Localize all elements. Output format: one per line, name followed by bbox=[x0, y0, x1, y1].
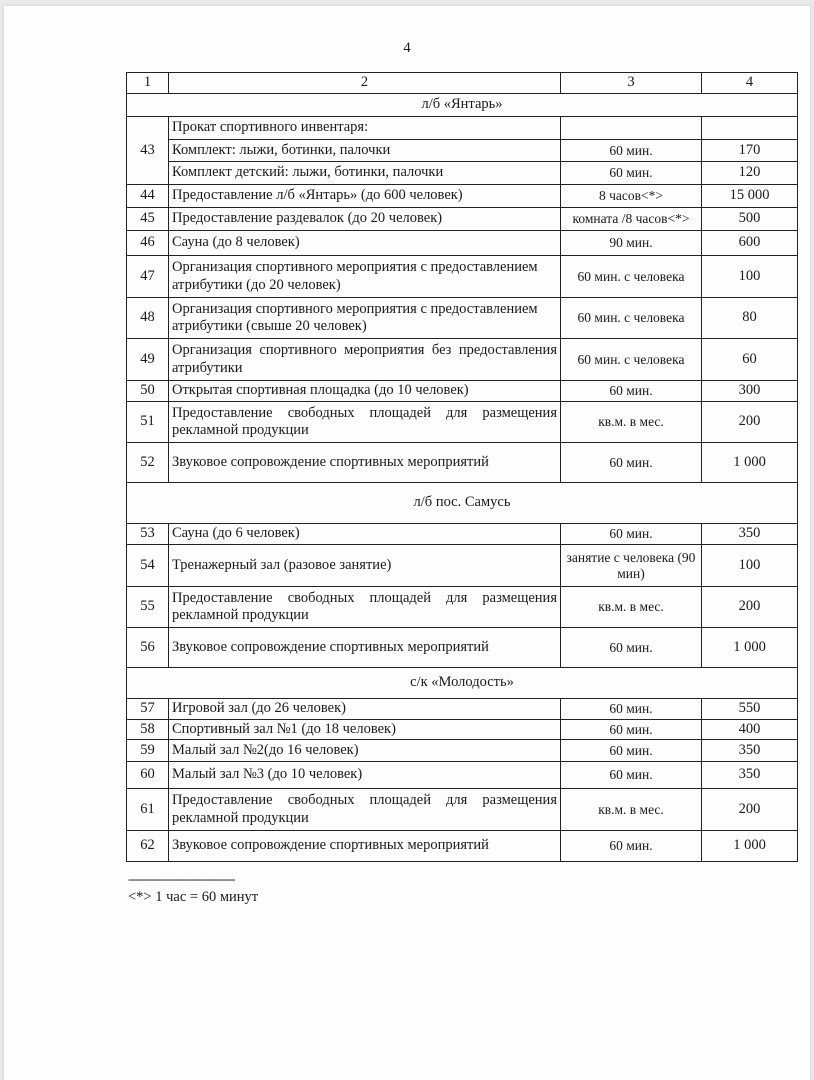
service-price: 120 bbox=[702, 162, 798, 185]
table-row bbox=[127, 256, 798, 298]
table-row bbox=[127, 208, 798, 231]
table-row bbox=[127, 162, 798, 185]
service-price: 1 000 bbox=[702, 443, 798, 483]
service-unit: 60 мин. bbox=[561, 162, 702, 185]
service-price: 80 bbox=[702, 298, 798, 339]
service-price bbox=[702, 117, 798, 140]
service-name: Игровой зал (до 26 человек) bbox=[169, 699, 561, 720]
service-name: Предоставление свободных площадей для размещения рекламной продукции bbox=[169, 402, 561, 443]
table-row bbox=[127, 789, 798, 831]
service-name: Тренажерный зал (разовое занятие) bbox=[169, 545, 561, 587]
row-number: 52 bbox=[127, 443, 169, 483]
service-unit: 60 мин. bbox=[561, 524, 702, 545]
table-row bbox=[127, 443, 798, 483]
service-name: Предоставление раздевалок (до 20 человек) bbox=[169, 208, 561, 231]
service-name: Звуковое сопровождение спортивных мероприятий bbox=[169, 831, 561, 862]
row-number: 61 bbox=[127, 789, 169, 831]
row-number: 47 bbox=[127, 256, 169, 298]
table-header-row bbox=[127, 73, 798, 94]
service-name: Сауна (до 8 человек) bbox=[169, 231, 561, 256]
row-number: 58 bbox=[127, 720, 169, 740]
service-unit: комната /8 часов<*> bbox=[561, 208, 702, 231]
row-number: 46 bbox=[127, 231, 169, 256]
service-name: Прокат спортивного инвентаря: bbox=[169, 117, 561, 140]
service-unit: 60 мин. bbox=[561, 740, 702, 762]
service-name: Предоставление свободных площадей для размещения рекламной продукции bbox=[169, 789, 561, 831]
service-name: Организация спортивного мероприятия с предоставлением атрибутики (до 20 человек) bbox=[169, 256, 561, 298]
row-number: 48 bbox=[127, 298, 169, 339]
table-row bbox=[127, 140, 798, 162]
service-unit: 8 часов<*> bbox=[561, 185, 702, 208]
service-unit: 60 мин. с человека bbox=[561, 256, 702, 298]
service-price: 350 bbox=[702, 524, 798, 545]
row-number: 51 bbox=[127, 402, 169, 443]
service-name: Организация спортивного мероприятия без предоставления атрибутики bbox=[169, 339, 561, 381]
table-row bbox=[127, 298, 798, 339]
row-number: 54 bbox=[127, 545, 169, 587]
section-title: л/б «Янтарь» bbox=[127, 94, 798, 117]
service-unit: 60 мин. bbox=[561, 831, 702, 862]
service-name: Спортивный зал №1 (до 18 человек) bbox=[169, 720, 561, 740]
footnote-separator: -------------------------------- bbox=[128, 871, 235, 886]
service-unit: кв.м. в мес. bbox=[561, 587, 702, 628]
table-row bbox=[127, 231, 798, 256]
section-title: с/к «Молодость» bbox=[127, 668, 798, 699]
service-unit: 60 мин. bbox=[561, 762, 702, 789]
service-price: 350 bbox=[702, 762, 798, 789]
service-unit: 60 мин. с человека bbox=[561, 339, 702, 381]
service-name: Малый зал №3 (до 10 человек) bbox=[169, 762, 561, 789]
row-number: 60 bbox=[127, 762, 169, 789]
service-unit: 60 мин. с человека bbox=[561, 298, 702, 339]
row-number: 49 bbox=[127, 339, 169, 381]
service-unit bbox=[561, 117, 702, 140]
service-price: 1 000 bbox=[702, 628, 798, 668]
service-price: 170 bbox=[702, 140, 798, 162]
table-row bbox=[127, 699, 798, 720]
row-number: 50 bbox=[127, 381, 169, 402]
column-header: 2 bbox=[169, 73, 561, 94]
service-name: Звуковое сопровождение спортивных мероприятий bbox=[169, 443, 561, 483]
footnote-text: <*> 1 час = 60 минут bbox=[128, 889, 259, 905]
row-number: 53 bbox=[127, 524, 169, 545]
service-price: 100 bbox=[702, 256, 798, 298]
service-name: Малый зал №2(до 16 человек) bbox=[169, 740, 561, 762]
row-number: 59 bbox=[127, 740, 169, 762]
column-header: 1 bbox=[127, 73, 169, 94]
table-row bbox=[127, 831, 798, 862]
row-number: 56 bbox=[127, 628, 169, 668]
service-price: 500 bbox=[702, 208, 798, 231]
table-row bbox=[127, 524, 798, 545]
table-row bbox=[127, 587, 798, 628]
service-name: Комплект детский: лыжи, ботинки, палочки bbox=[169, 162, 561, 185]
table-row bbox=[127, 402, 798, 443]
service-price: 15 000 bbox=[702, 185, 798, 208]
service-price: 350 bbox=[702, 740, 798, 762]
section-row bbox=[127, 668, 798, 699]
table-row bbox=[127, 762, 798, 789]
table-row bbox=[127, 339, 798, 381]
service-price: 600 bbox=[702, 231, 798, 256]
section-title: л/б пос. Самусь bbox=[127, 483, 798, 524]
table-row bbox=[127, 740, 798, 762]
document-page bbox=[4, 6, 810, 1080]
price-table bbox=[126, 72, 798, 862]
service-unit: 60 мин. bbox=[561, 140, 702, 162]
row-number: 43 bbox=[127, 117, 169, 185]
service-unit: кв.м. в мес. bbox=[561, 789, 702, 831]
row-number: 55 bbox=[127, 587, 169, 628]
row-number: 62 bbox=[127, 831, 169, 862]
service-price: 200 bbox=[702, 587, 798, 628]
service-price: 60 bbox=[702, 339, 798, 381]
service-unit: 60 мин. bbox=[561, 381, 702, 402]
service-name: Предоставление л/б «Янтарь» (до 600 человек) bbox=[169, 185, 561, 208]
column-header: 4 bbox=[702, 73, 798, 94]
service-unit: 60 мин. bbox=[561, 443, 702, 483]
service-name: Предоставление свободных площадей для размещения рекламной продукции bbox=[169, 587, 561, 628]
row-number: 57 bbox=[127, 699, 169, 720]
section-row bbox=[127, 483, 798, 524]
service-name: Звуковое сопровождение спортивных мероприятий bbox=[169, 628, 561, 668]
service-unit: занятие с человека (90 мин) bbox=[561, 545, 702, 587]
service-name: Организация спортивного мероприятия с предоставлением атрибутики (свыше 20 человек) bbox=[169, 298, 561, 339]
service-unit: 60 мин. bbox=[561, 699, 702, 720]
service-name: Сауна (до 6 человек) bbox=[169, 524, 561, 545]
section-row bbox=[127, 94, 798, 117]
service-unit: 60 мин. bbox=[561, 628, 702, 668]
service-price: 200 bbox=[702, 789, 798, 831]
row-number: 44 bbox=[127, 185, 169, 208]
table-row bbox=[127, 185, 798, 208]
service-unit: кв.м. в мес. bbox=[561, 402, 702, 443]
page-number: 4 bbox=[403, 40, 411, 56]
service-unit: 60 мин. bbox=[561, 720, 702, 740]
service-name: Открытая спортивная площадка (до 10 человек) bbox=[169, 381, 561, 402]
column-header: 3 bbox=[561, 73, 702, 94]
table-row bbox=[127, 117, 798, 140]
table-row bbox=[127, 628, 798, 668]
table-row bbox=[127, 381, 798, 402]
service-price: 100 bbox=[702, 545, 798, 587]
service-name: Комплект: лыжи, ботинки, палочки bbox=[169, 140, 561, 162]
table-row bbox=[127, 720, 798, 740]
row-number: 45 bbox=[127, 208, 169, 231]
service-price: 550 bbox=[702, 699, 798, 720]
service-unit: 90 мин. bbox=[561, 231, 702, 256]
table-row bbox=[127, 545, 798, 587]
service-price: 200 bbox=[702, 402, 798, 443]
service-price: 300 bbox=[702, 381, 798, 402]
service-price: 1 000 bbox=[702, 831, 798, 862]
service-price: 400 bbox=[702, 720, 798, 740]
